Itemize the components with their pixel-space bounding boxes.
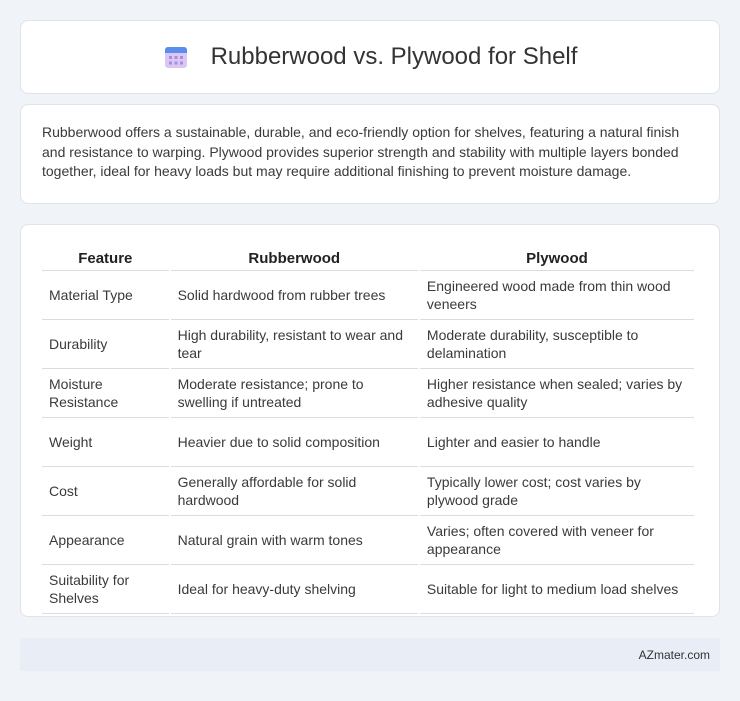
- calendar-icon: [163, 44, 189, 70]
- header-feature: Feature: [42, 245, 169, 271]
- plywood-cell: Typically lower cost; cost varies by plywood grade: [420, 467, 694, 516]
- feature-cell: Durability: [42, 320, 169, 369]
- plywood-cell: Lighter and easier to handle: [420, 418, 694, 467]
- plywood-cell: Engineered wood made from thin wood veneers: [420, 271, 694, 320]
- rubberwood-cell: Ideal for heavy-duty shelving: [171, 565, 418, 614]
- feature-cell: Material Type: [42, 271, 169, 320]
- table-row: [42, 565, 694, 614]
- plywood-cell: Suitable for light to medium load shelves: [420, 565, 694, 614]
- table-row: [42, 516, 694, 565]
- table-row: [42, 320, 694, 369]
- plywood-cell: Moderate durability, susceptible to delamination: [420, 320, 694, 369]
- rubberwood-cell: High durability, resistant to wear and tear: [171, 320, 418, 369]
- footer: [20, 638, 720, 671]
- rubberwood-cell: Moderate resistance; prone to swelling if untreated: [171, 369, 418, 418]
- feature-cell: Weight: [42, 418, 169, 467]
- title-card: [20, 20, 720, 94]
- summary-card: [20, 104, 720, 204]
- table-row: [42, 467, 694, 516]
- rubberwood-cell: Generally affordable for solid hardwood: [171, 467, 418, 516]
- feature-cell: Cost: [42, 467, 169, 516]
- rubberwood-cell: Heavier due to solid composition: [171, 418, 418, 467]
- feature-cell: Suitability for Shelves: [42, 565, 169, 614]
- feature-cell: Moisture Resistance: [42, 369, 169, 418]
- summary-text: Rubberwood offers a sustainable, durable, and eco-friendly option for shelves, featuring a natural finish and resistance to warping. Plywood provides superior strength and stability with multiple layers bonded together, ideal for heavy loads but may require additional finishing to prevent moisture damage.: [42, 124, 680, 179]
- plywood-cell: Varies; often covered with veneer for appearance: [420, 516, 694, 565]
- table-row: [42, 271, 694, 320]
- table-row: [42, 418, 694, 467]
- feature-cell: Appearance: [42, 516, 169, 565]
- table-row: [42, 369, 694, 418]
- table-header-row: [42, 245, 694, 271]
- footer-site-link[interactable]: AZmater.com: [638, 647, 710, 662]
- comparison-table-card: [20, 224, 720, 617]
- rubberwood-cell: Natural grain with warm tones: [171, 516, 418, 565]
- comparison-table: [40, 245, 696, 614]
- header-plywood: Plywood: [420, 245, 694, 271]
- rubberwood-cell: Solid hardwood from rubber trees: [171, 271, 418, 320]
- page-title: Rubberwood vs. Plywood for Shelf: [210, 43, 578, 70]
- plywood-cell: Higher resistance when sealed; varies by adhesive quality: [420, 369, 694, 418]
- header-rubberwood: Rubberwood: [171, 245, 418, 271]
